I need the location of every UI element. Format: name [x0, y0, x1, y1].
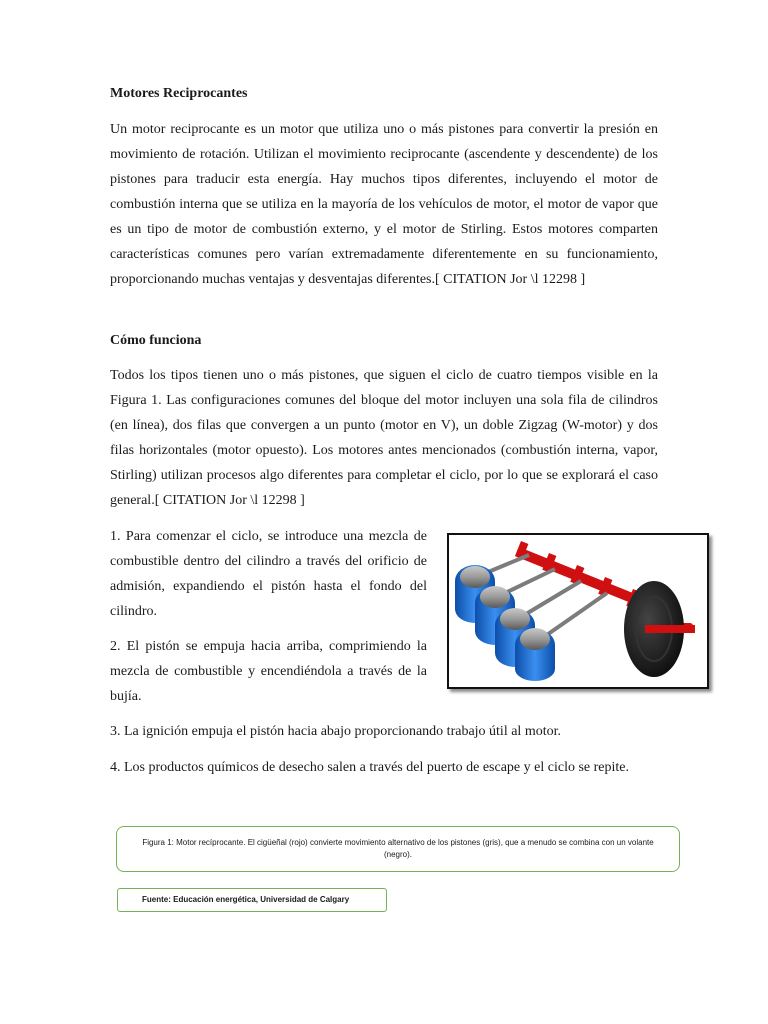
flywheel — [624, 581, 695, 677]
source-box — [117, 888, 387, 912]
cylinders-and-pistons — [455, 565, 555, 681]
step-4-paragraph: 4. Los productos químicos de desecho salen a través del puerto de escape y el ciclo se repite. — [110, 760, 629, 775]
intro-paragraph: Un motor reciprocante es un motor que utiliza uno o más pistones para convertir la presión en movimiento de rotación. Utilizan el movimiento reciprocante (ascendente y descendente) de los pistones para traducir esta energía. Hay muchos tipos diferentes, incluyendo el motor de combustión interna que se utiliza en la mayoría de los vehículos de motor, el motor de vapor que es un tipo de motor de combustión externo, y el motor de Stirling. Estos motores comparten características comunes pero varían extremadamente diferentemente en su funcionamiento, proporcionando muchas ventajas y desventajas diferentes.[ CITATION Jor \l 12298 ] — [110, 122, 658, 287]
how-it-works-paragraph: Todos los tipos tienen uno o más pistones, que siguen el ciclo de cuatro tiempos visible en la Figura 1. Las configuraciones comunes del bloque del motor incluyen una sola fila de cilindros (en línea), dos filas que convergen a un punto (motor en V), un doble Zigzag (W-motor) y dos filas horizontales (motor opuesto). Los motores antes mencionados (combustión interna, vapor, Stirling) utilizan procesos algo diferentes para completar el ciclo, por lo que se explorará el caso general.[ CITATION Jor \l 12298 ] — [110, 368, 658, 508]
engine-figure — [447, 533, 709, 689]
reciprocating-engine-illustration — [449, 535, 707, 687]
step-3-paragraph: 3. La ignición empuja el pistón hacia abajo proporcionando trabajo útil al motor. — [110, 724, 561, 739]
source-text: Fuente: Educación energética, Universidad de Calgary — [142, 895, 350, 904]
figure-caption-box — [116, 826, 680, 872]
figure-caption-text: Figura 1: Motor recíprocante. El cigüeñal (rojo) convierte movimiento alternativo de los pistones (gris), que a menudo se combina con un volante (negro). — [142, 838, 654, 859]
section-heading-motores: Motores Reciprocantes — [110, 86, 248, 101]
step-1-paragraph: 1. Para comenzar el ciclo, se introduce una mezcla de combustible dentro del cilindro a través del orificio de admisión, expandiendo el pistón hasta el fondo del cilindro. — [110, 529, 427, 619]
step-2-paragraph: 2. El pistón se empuja hacia arriba, comprimiendo la mezcla de combustible y encendiéndola a través de la bujía. — [110, 639, 427, 704]
section-heading-como-funciona: Cómo funciona — [110, 333, 202, 348]
